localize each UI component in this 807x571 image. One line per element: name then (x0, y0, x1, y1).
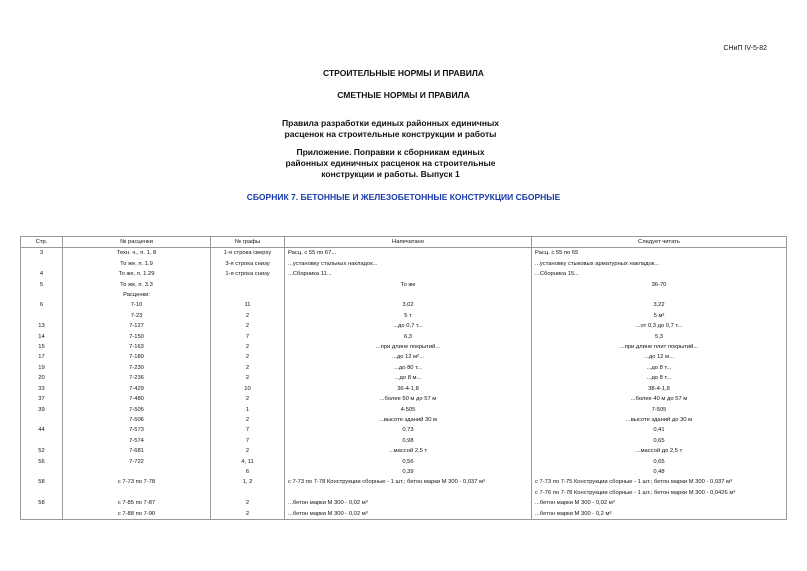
cell-should-read: ...при длине плит покрытий... (532, 342, 787, 352)
cell-page (21, 290, 63, 300)
cell-printed: Расц. с 55 по 67... (285, 248, 532, 259)
cell-should-read: Расц. с 55 по 65 (532, 248, 787, 259)
cell-column: 1 (211, 405, 285, 415)
table-row (21, 259, 787, 269)
table-row (21, 467, 787, 477)
cell-printed: ...установку стальных накладок... (285, 259, 532, 269)
cell-printed: 0,98 (285, 436, 532, 446)
cell-page (21, 311, 63, 321)
table-row (21, 321, 787, 331)
table-row (21, 457, 787, 467)
header-printed: Напечатано (285, 237, 532, 248)
cell-should-read (532, 290, 787, 300)
cell-rate: 7-722 (63, 457, 211, 467)
cell-rate (63, 488, 211, 498)
cell-printed: 4-505 (285, 405, 532, 415)
cell-column: 2 (211, 498, 285, 508)
cell-should-read: 7-505 (532, 405, 787, 415)
header-rate-number: № расценки (63, 237, 211, 248)
cell-rate: 7-163 (63, 342, 211, 352)
cell-printed: ...бетон марки М 300 - 0,02 м³ (285, 498, 532, 508)
cell-column: 2 (211, 446, 285, 456)
title-rules (0, 118, 794, 140)
cell-printed: 6,3 (285, 332, 532, 342)
cell-should-read: 5 м³ (532, 311, 787, 321)
header-column-number: № графы (211, 237, 285, 248)
cell-column: 2 (211, 321, 285, 331)
cell-page: 6 (21, 300, 63, 310)
table-row (21, 415, 787, 425)
cell-rate: То же, п. 1.9 (63, 259, 211, 269)
table-row (21, 509, 787, 520)
cell-column: 10 (211, 384, 285, 394)
cell-printed: ...высоте зданий 30 м (285, 415, 532, 425)
collection-heading: СБОРНИК 7. БЕТОННЫЕ И ЖЕЛЕЗОБЕТОННЫЕ КОНСТРУКЦИИ СБОРНЫЕ (246, 192, 561, 202)
cell-rate: То же, п. 3.3 (63, 280, 211, 290)
table-row (21, 425, 787, 435)
cell-printed: То же (285, 280, 532, 290)
cell-should-read: ...до 8 т... (532, 363, 787, 373)
cell-printed: ...до 8 м... (285, 373, 532, 383)
cell-should-read: ...установку стыковых арматурных накладок... (532, 259, 787, 269)
cell-column: 7 (211, 436, 285, 446)
cell-printed: ...до 12 м²... (285, 352, 532, 362)
cell-printed: 0,73 (285, 425, 532, 435)
cell-column: 2 (211, 394, 285, 404)
cell-rate: 7-230 (63, 363, 211, 373)
cell-printed: с 7-73 по 7-78 Конструкции сборные - 1 шт.; бетон марки М 300 - 0,037 м³ (285, 477, 532, 487)
cell-page (21, 467, 63, 477)
cell-printed: 36-4-1,8 (285, 384, 532, 394)
cell-column: 2 (211, 415, 285, 425)
table-row (21, 405, 787, 415)
corrections-table (20, 236, 787, 520)
table-header-row (21, 237, 787, 248)
cell-should-read: ...высоте зданий до 30 м (532, 415, 787, 425)
table-row (21, 373, 787, 383)
header-should-read: Следует читать (532, 237, 787, 248)
cell-should-read: 38-4-1,8 (532, 384, 787, 394)
cell-column: 1, 2 (211, 477, 285, 487)
cell-rate: с 7-85 по 7-87 (63, 498, 211, 508)
title-appendix-line-2: районных единичных расценок на строительные (285, 158, 496, 168)
cell-printed: 3,02 (285, 300, 532, 310)
title-appendix-line-3: конструкции и работы. Выпуск 1 (321, 169, 460, 179)
cell-rate: 7-127 (63, 321, 211, 331)
cell-printed: ...более 50 м до 57 м (285, 394, 532, 404)
title-appendix-line-1: Приложение. Поправки к сборникам единых (296, 147, 485, 157)
cell-printed: ...до 0,7 т... (285, 321, 532, 331)
cell-page: 15 (21, 342, 63, 352)
cell-should-read: ...массой до 2,5 т (532, 446, 787, 456)
cell-column: 2 (211, 373, 285, 383)
cell-page: 52 (21, 446, 63, 456)
cell-should-read: ...более 40 м до 57 м (532, 394, 787, 404)
cell-rate: 7-574 (63, 436, 211, 446)
cell-page: 3 (21, 248, 63, 259)
cell-column: 4, 11 (211, 457, 285, 467)
cell-column: 3-я строка снизу (211, 259, 285, 269)
table-row (21, 269, 787, 279)
cell-rate: с 7-88 по 7-90 (63, 509, 211, 520)
table-row (21, 498, 787, 508)
cell-printed: ...бетон марки М 300 - 0,02 м³ (285, 509, 532, 520)
cell-rate: 7-10 (63, 300, 211, 310)
cell-printed: 5 т (285, 311, 532, 321)
cell-should-read: ...до 12 м... (532, 352, 787, 362)
cell-should-read: с 7-73 по 7-75 Конструкции сборные - 1 шт.; бетон марки М 300 - 0,037 м³ (532, 477, 787, 487)
table-row (21, 477, 787, 487)
cell-page: 33 (21, 384, 63, 394)
cell-column: 7 (211, 332, 285, 342)
cell-printed: ...до 80 т... (285, 363, 532, 373)
cell-should-read: 3,22 (532, 300, 787, 310)
cell-rate: 7-573 (63, 425, 211, 435)
document-code: СНиП IV-5-82 (723, 45, 767, 52)
cell-should-read: ...Сборника 15... (532, 269, 787, 279)
table-body (21, 248, 787, 520)
cell-page (21, 509, 63, 520)
cell-rate: 7-480 (63, 394, 211, 404)
cell-page: 58 (21, 477, 63, 487)
cell-printed: ...Сборника 11... (285, 269, 532, 279)
cell-page: 19 (21, 363, 63, 373)
cell-page: 5 (21, 280, 63, 290)
cell-rate: То же, п. 1.29 (63, 269, 211, 279)
title-appendix (0, 147, 794, 180)
cell-column: 6 (211, 467, 285, 477)
cell-should-read: ...бетон марки М 300 - 0,02 м³ (532, 498, 787, 508)
cell-page: 13 (21, 321, 63, 331)
table-row (21, 446, 787, 456)
cell-column: 2 (211, 342, 285, 352)
cell-page: 58 (21, 498, 63, 508)
cell-rate: 7-429 (63, 384, 211, 394)
cell-page: 17 (21, 352, 63, 362)
cell-should-read: 5,3 (532, 332, 787, 342)
table-row (21, 300, 787, 310)
title-rules-line-1: Правила разработки единых районных единичных (282, 118, 499, 128)
cell-rate: с 7-73 по 7-78 (63, 477, 211, 487)
table-row (21, 352, 787, 362)
cell-column: 2 (211, 509, 285, 520)
cell-rate: 7-150 (63, 332, 211, 342)
table-row (21, 290, 787, 300)
cell-rate: 7-506 (63, 415, 211, 425)
cell-printed: 0,39 (285, 467, 532, 477)
cell-column: 7 (211, 425, 285, 435)
cell-printed: ...при длине покрытий... (285, 342, 532, 352)
table-row (21, 363, 787, 373)
cell-rate: Техн. ч., п. 1, 8 (63, 248, 211, 259)
cell-column (211, 280, 285, 290)
cell-page (21, 259, 63, 269)
cell-should-read: ...бетон марки М 300 - 0,2 м³ (532, 509, 787, 520)
cell-rate: 7-236 (63, 373, 211, 383)
table-row (21, 248, 787, 259)
cell-page: 56 (21, 457, 63, 467)
table-row (21, 280, 787, 290)
cell-printed: ...массой 2,5 т (285, 446, 532, 456)
table-row (21, 332, 787, 342)
header-page: Стр. (21, 237, 63, 248)
cell-rate: 7-23 (63, 311, 211, 321)
cell-should-read: 0,65 (532, 457, 787, 467)
cell-column: 11 (211, 300, 285, 310)
cell-page: 14 (21, 332, 63, 342)
cell-should-read: 0,41 (532, 425, 787, 435)
cell-column: 2 (211, 363, 285, 373)
cell-rate: 7-505 (63, 405, 211, 415)
title-building-norms: СТРОИТЕЛЬНЫЕ НОРМЫ И ПРАВИЛА (323, 68, 484, 78)
cell-printed (285, 290, 532, 300)
table-row (21, 436, 787, 446)
cell-printed: 0,56 (285, 457, 532, 467)
cell-column: 1-я строка снизу (211, 269, 285, 279)
cell-page: 37 (21, 394, 63, 404)
cell-page (21, 436, 63, 446)
table-row (21, 342, 787, 352)
cell-column: 2 (211, 352, 285, 362)
title-estimate-norms: СМЕТНЫЕ НОРМЫ И ПРАВИЛА (337, 90, 470, 100)
table-row (21, 384, 787, 394)
cell-page (21, 415, 63, 425)
cell-should-read: с 7-76 по 7-78 Конструкции сборные - 1 шт.; бетон марки М 300 - 0,0426 м³ (532, 488, 787, 498)
cell-rate: 7-189 (63, 352, 211, 362)
cell-page: 4 (21, 269, 63, 279)
table-row (21, 311, 787, 321)
cell-rate (63, 467, 211, 477)
cell-page: 39 (21, 405, 63, 415)
cell-page (21, 488, 63, 498)
cell-should-read: ...от 0,3 до 0,7 т... (532, 321, 787, 331)
table-row (21, 394, 787, 404)
cell-should-read: 0,65 (532, 436, 787, 446)
table-row (21, 488, 787, 498)
cell-printed (285, 488, 532, 498)
cell-column (211, 488, 285, 498)
cell-should-read: ...до 8 т... (532, 373, 787, 383)
cell-page: 20 (21, 373, 63, 383)
cell-column: 1-я строка сверху (211, 248, 285, 259)
cell-column: 2 (211, 311, 285, 321)
cell-should-read: 36-70 (532, 280, 787, 290)
cell-should-read: 0,48 (532, 467, 787, 477)
cell-page: 44 (21, 425, 63, 435)
title-rules-line-2: расценок на строительные конструкции и работы (284, 129, 497, 139)
cell-rate: 7-681 (63, 446, 211, 456)
cell-rate: Расценки: (63, 290, 211, 300)
cell-column (211, 290, 285, 300)
